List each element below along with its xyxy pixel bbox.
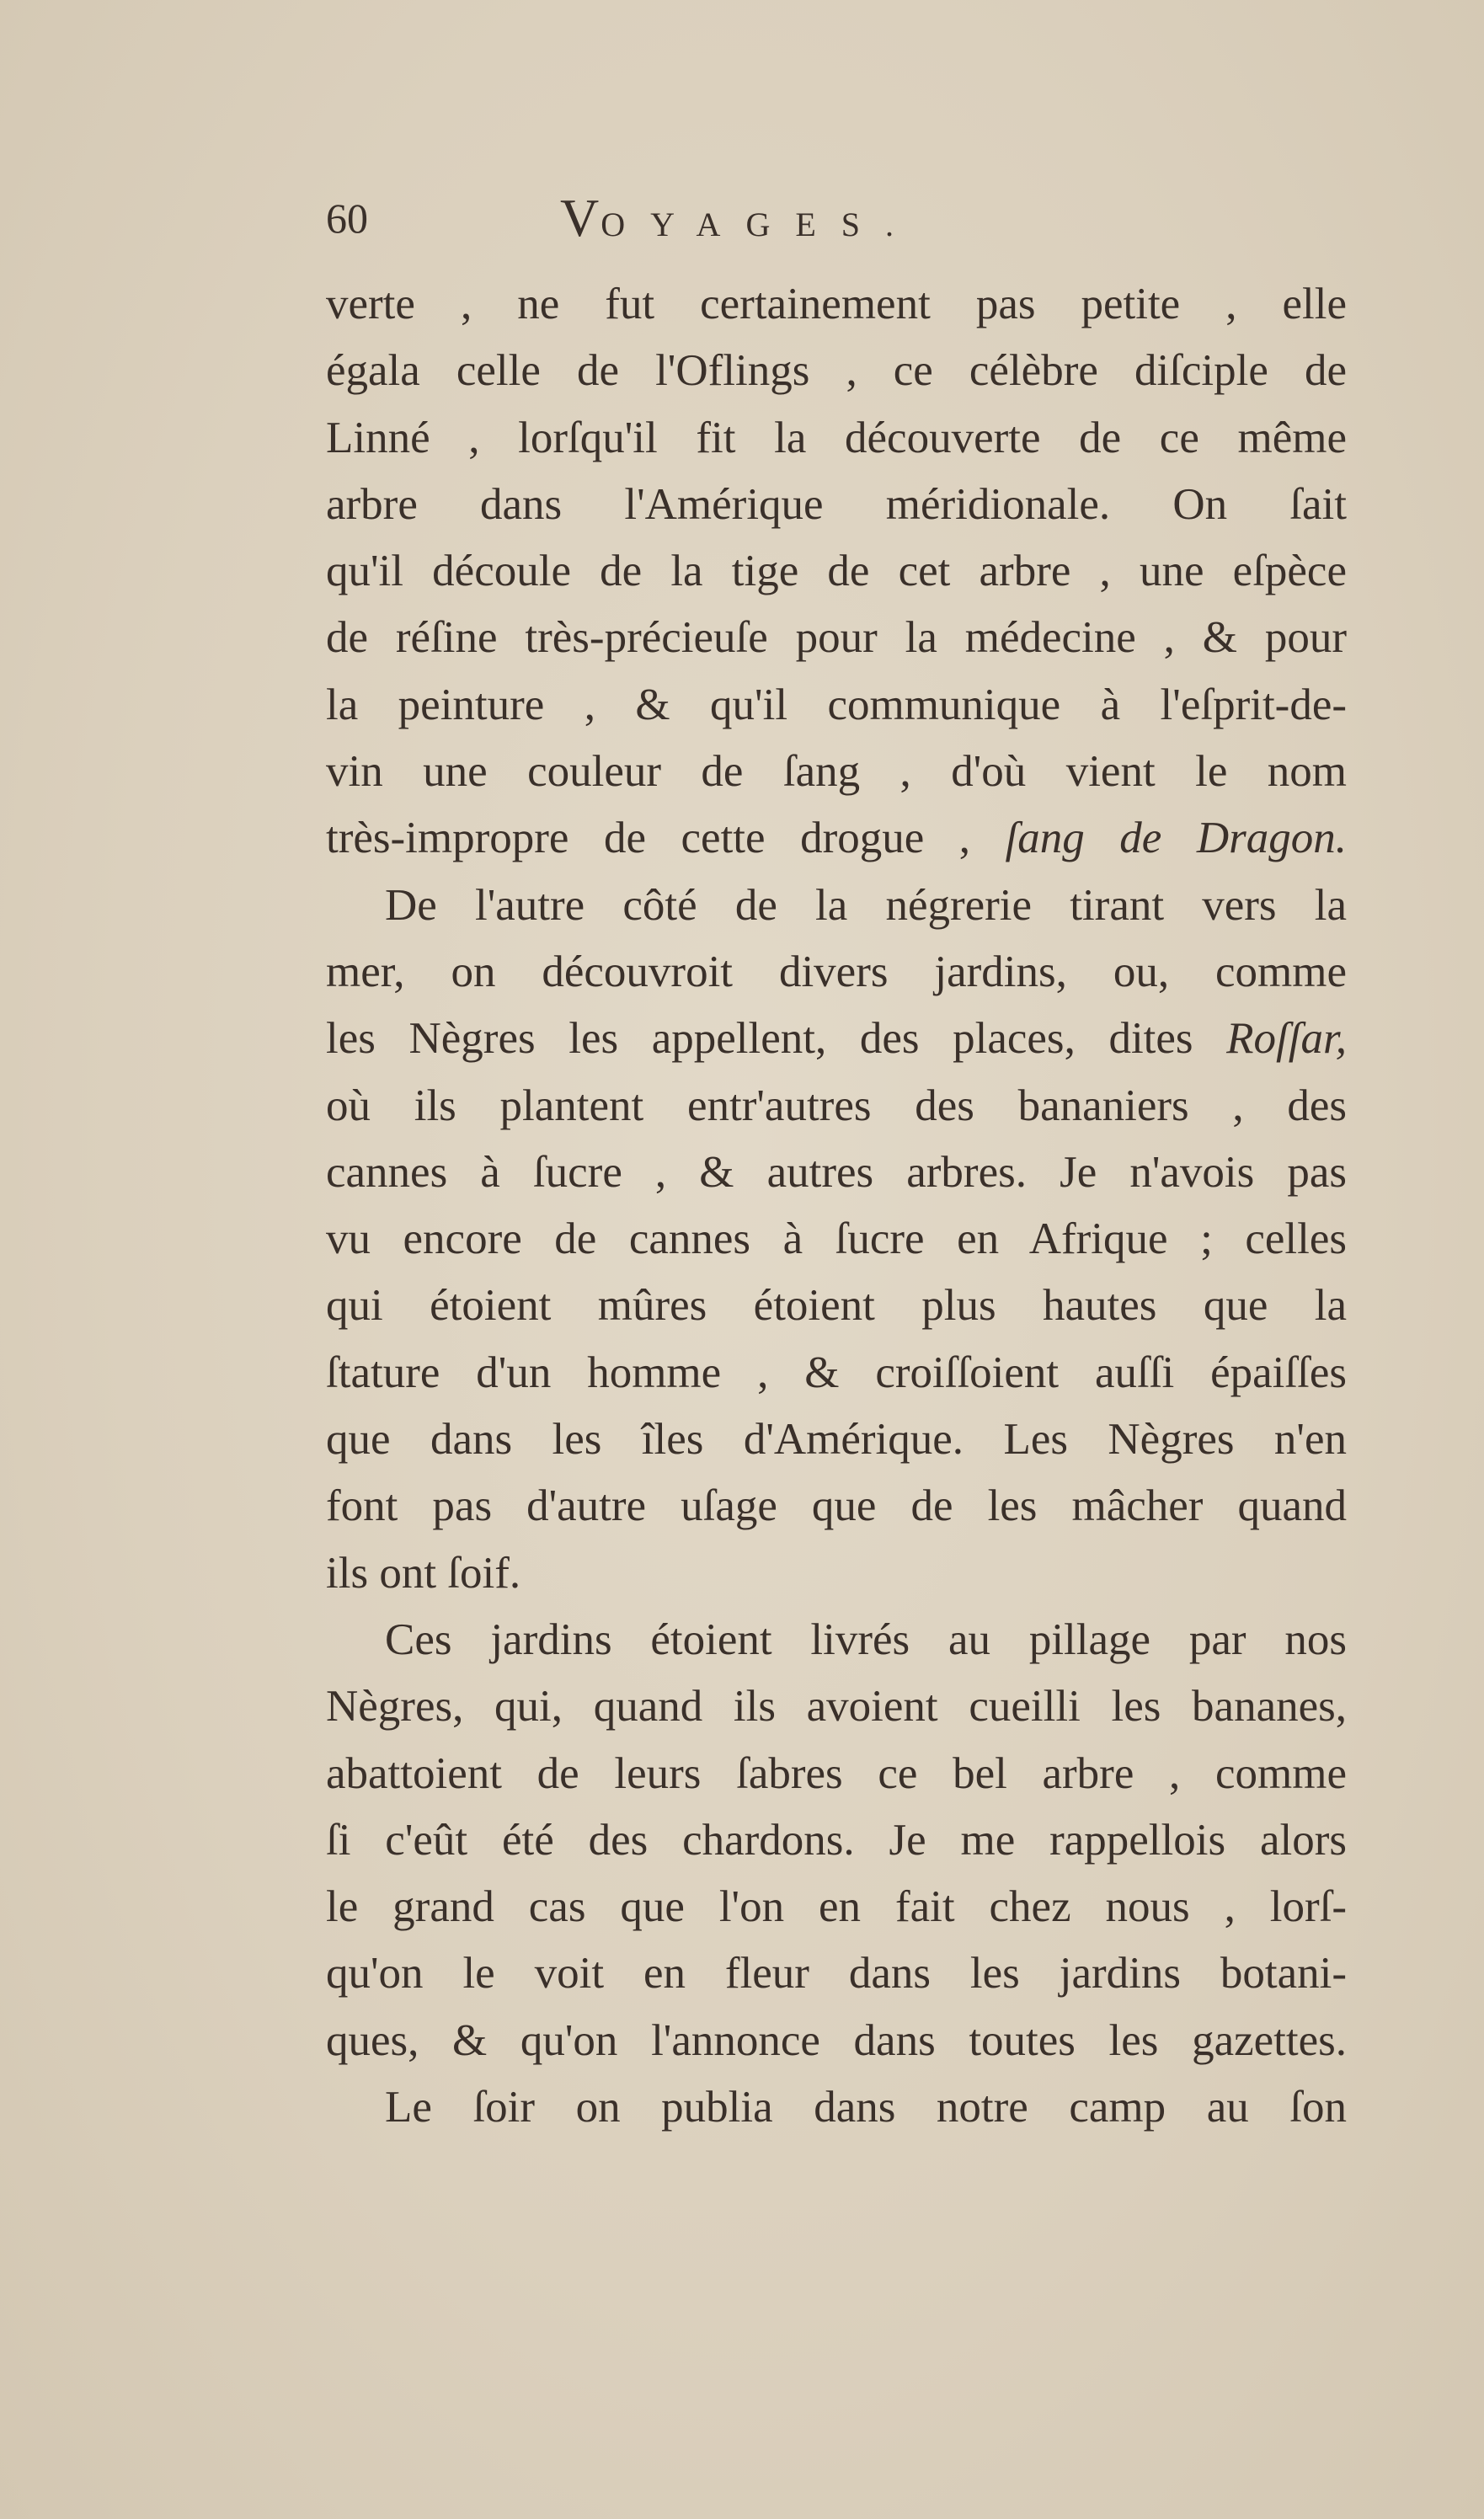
- text-line: [326, 1741, 1347, 1807]
- text-line: [326, 338, 1347, 404]
- line-text: Nègres, qui, quand ils avoient cueilli les bananes,: [326, 1682, 1347, 1732]
- text-line: [326, 1006, 1347, 1072]
- text-line: [326, 672, 1347, 739]
- line-text: Le ſoir on publia dans notre camp au ſon: [385, 2083, 1347, 2132]
- text-line: [326, 405, 1347, 472]
- text-line: [326, 538, 1347, 605]
- text-line: [326, 1874, 1347, 1940]
- line-text: Ces jardins étoient livrés au pillage par nos: [385, 1614, 1347, 1664]
- text-line: [326, 1206, 1347, 1273]
- line-text: De l'autre côté de la négrerie tirant vers la: [385, 880, 1347, 930]
- page-number: 60: [326, 195, 368, 242]
- line-text: ſi c'eût été des chardons. Je me rappellois alors: [326, 1815, 1347, 1865]
- line-text: que dans les îles d'Amérique. Les Nègres n'en: [326, 1415, 1347, 1465]
- line-text: qu'il découle de la tige de cet arbre , une eſpèce: [326, 547, 1347, 596]
- running-title-initial: V: [560, 188, 601, 248]
- line-text: qu'on le voit en fleur dans les jardins botani-: [326, 1949, 1347, 1999]
- italic-text: Roſſar,: [1226, 1014, 1347, 1064]
- text-line: [326, 1139, 1347, 1206]
- running-title: [560, 187, 919, 249]
- line-text: ques, & qu'on l'annonce dans toutes les gazettes.: [326, 2015, 1347, 2065]
- text-line: [326, 805, 1347, 872]
- running-title-rest: OYAGES.: [601, 205, 920, 243]
- text-line: [326, 1273, 1347, 1339]
- body-text: [326, 271, 1347, 2141]
- text-line: [326, 1673, 1347, 1740]
- text-line: [326, 605, 1347, 671]
- line-text: égala celle de l'Oflings , ce célèbre diſciple de: [326, 346, 1347, 396]
- text-line: [326, 271, 1347, 338]
- line-text: verte , ne fut certainement pas petite , elle: [326, 280, 1347, 328]
- page-header: [326, 187, 1353, 246]
- text-line: [326, 1073, 1347, 1139]
- line-text: ils ont ſoif.: [326, 1548, 521, 1598]
- text-line: [326, 1540, 1347, 1607]
- line-text: qui étoient mûres étoient plus hautes que la: [326, 1281, 1347, 1331]
- line-text: les Nègres les appellent, des places, dites: [326, 1014, 1227, 1064]
- text-line: [326, 1340, 1347, 1406]
- line-text: de réſine très-précieuſe pour la médecine , & pour: [326, 613, 1347, 663]
- text-line: [326, 2008, 1347, 2074]
- text-line: [326, 1607, 1347, 1673]
- italic-text: ſang de Dragon.: [1005, 814, 1347, 863]
- line-text: ſtature d'un homme , & croiſſoient auſſi épaiſſes: [326, 1348, 1347, 1397]
- line-text: mer, on découvroit divers jardins, ou, comme: [326, 947, 1347, 996]
- line-text: cannes à ſucre , & autres arbres. Je n'avois pas: [326, 1147, 1347, 1197]
- text-line: [326, 1473, 1347, 1540]
- line-text: le grand cas que l'on en fait chez nous , lorſ-: [326, 1882, 1347, 1932]
- line-text: abattoient de leurs ſabres ce bel arbre , comme: [326, 1748, 1347, 1798]
- text-line: [326, 739, 1347, 805]
- line-text: vin une couleur de ſang , d'où vient le nom: [326, 747, 1347, 797]
- line-text: où ils plantent entr'autres des bananiers , des: [326, 1081, 1347, 1130]
- line-text: vu encore de cannes à ſucre en Afrique ; celles: [326, 1214, 1347, 1264]
- text-line: [326, 2074, 1347, 2141]
- line-text: Linné , lorſqu'il fit la découverte de ce même: [326, 413, 1347, 462]
- text-line: [326, 1940, 1347, 2007]
- text-line: [326, 873, 1347, 939]
- text-line: [326, 1406, 1347, 1473]
- line-text: la peinture , & qu'il communique à l'eſprit-de-: [326, 680, 1347, 729]
- line-text: arbre dans l'Amérique méridionale. On ſait: [326, 479, 1347, 529]
- line-text: très-impropre de cette drogue ,: [326, 814, 1006, 863]
- text-line: [326, 472, 1347, 538]
- text-line: [326, 1807, 1347, 1874]
- text-line: [326, 939, 1347, 1006]
- line-text: font pas d'autre uſage que de les mâcher quand: [326, 1481, 1347, 1531]
